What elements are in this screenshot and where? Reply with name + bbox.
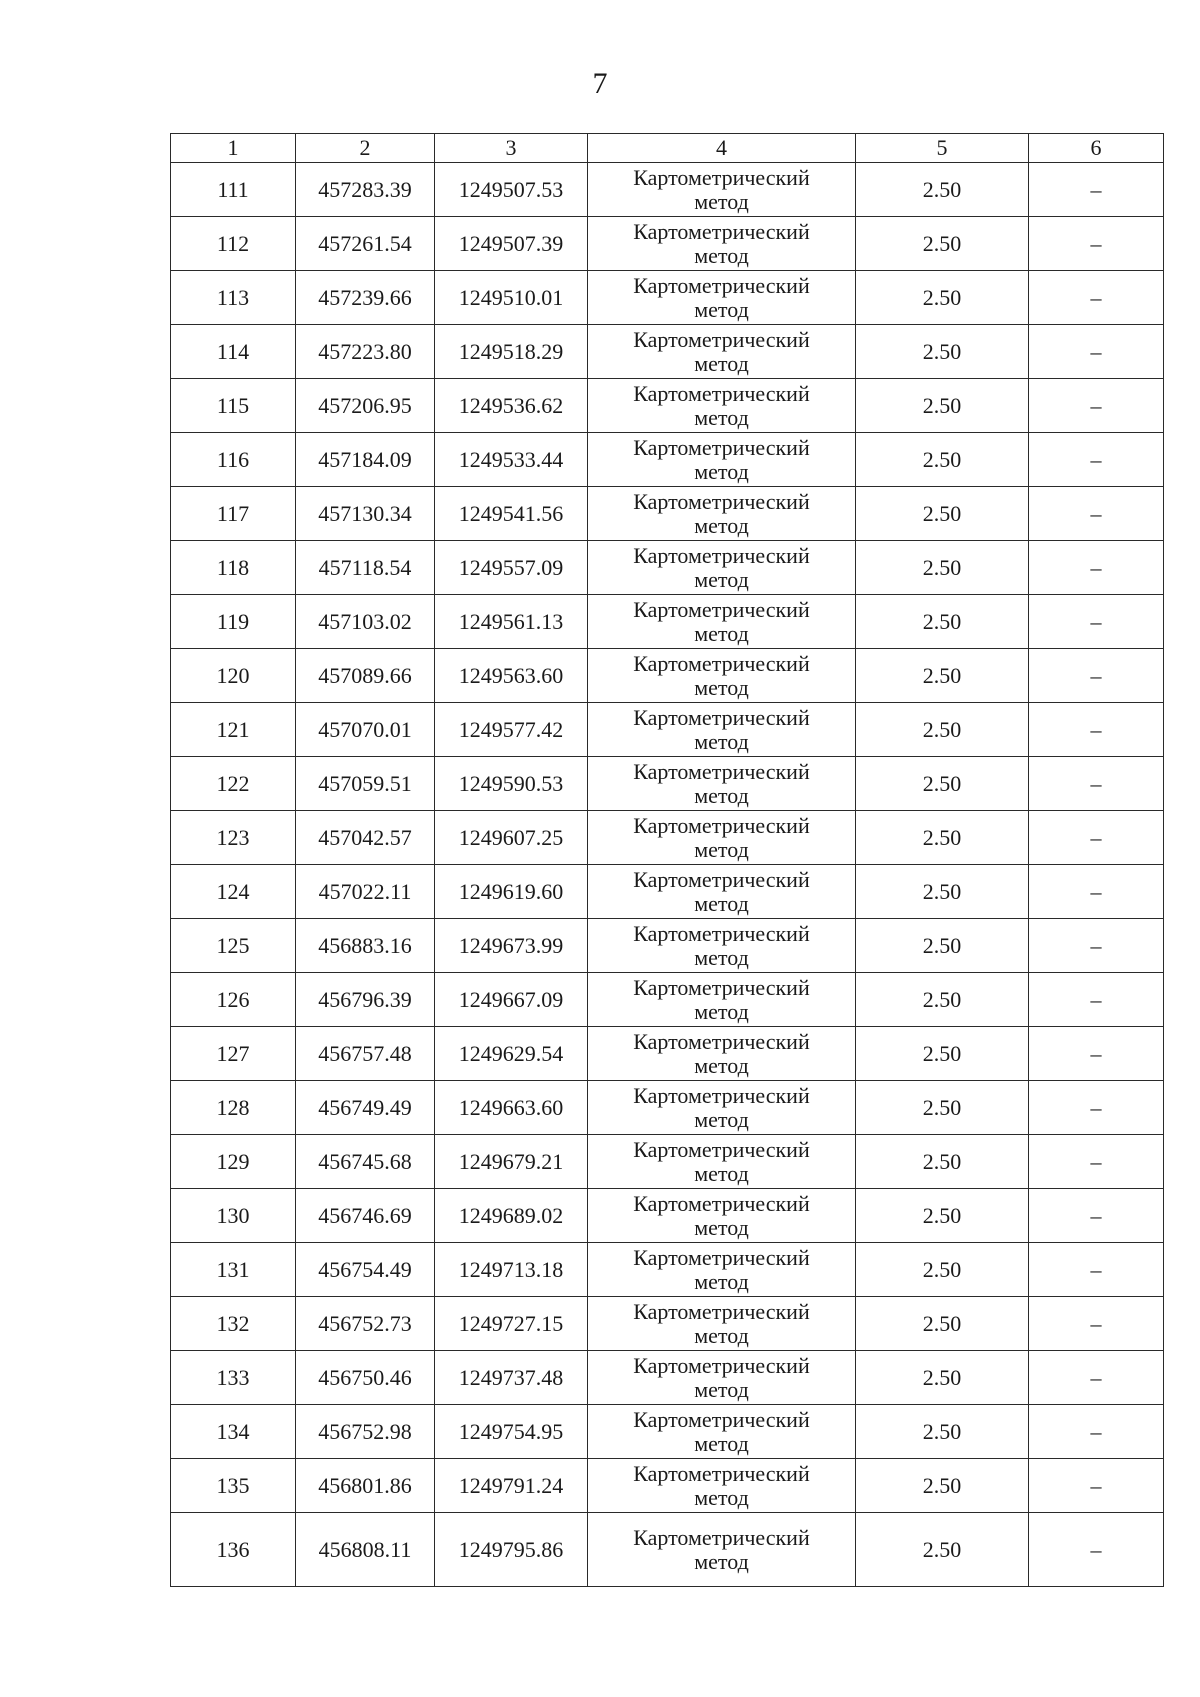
y-coordinate-cell: 1249713.18 [435, 1243, 588, 1297]
method-cell [588, 973, 856, 1027]
accuracy-cell: 2.50 [856, 379, 1029, 433]
method-line-1: Картометрический [633, 1460, 810, 1486]
note-cell: – [1029, 1027, 1164, 1081]
method-line-1: Картометрический [633, 1244, 810, 1270]
x-coordinate-cell: 456750.46 [296, 1351, 435, 1405]
method-line-1: Картометрический [633, 1406, 810, 1432]
method-line-2: метод [694, 458, 749, 484]
point-number-cell: 119 [171, 595, 296, 649]
method-line-2: метод [694, 782, 749, 808]
table-row [171, 595, 1164, 649]
x-coordinate-cell: 457103.02 [296, 595, 435, 649]
accuracy-cell: 2.50 [856, 1027, 1029, 1081]
method-line-2: метод [694, 404, 749, 430]
table-row [171, 487, 1164, 541]
method-line-2: метод [694, 890, 749, 916]
x-coordinate-cell: 456808.11 [296, 1513, 435, 1587]
method-cell [588, 1405, 856, 1459]
point-number-cell: 127 [171, 1027, 296, 1081]
point-number-cell: 125 [171, 919, 296, 973]
x-coordinate-cell: 457022.11 [296, 865, 435, 919]
note-cell: – [1029, 487, 1164, 541]
accuracy-cell: 2.50 [856, 541, 1029, 595]
method-line-1: Картометрический [633, 1190, 810, 1216]
method-line-1: Картометрический [633, 596, 810, 622]
accuracy-cell: 2.50 [856, 271, 1029, 325]
y-coordinate-cell: 1249629.54 [435, 1027, 588, 1081]
note-cell: – [1029, 811, 1164, 865]
table-row [171, 649, 1164, 703]
note-cell: – [1029, 649, 1164, 703]
method-cell [588, 757, 856, 811]
method-line-1: Картометрический [633, 704, 810, 730]
note-cell: – [1029, 433, 1164, 487]
method-cell [588, 163, 856, 217]
method-line-1: Картометрический [633, 1082, 810, 1108]
accuracy-cell: 2.50 [856, 595, 1029, 649]
method-cell [588, 379, 856, 433]
method-line-1: Картометрический [633, 164, 810, 190]
note-cell: – [1029, 163, 1164, 217]
method-line-1: Картометрический [633, 1136, 810, 1162]
method-line-2: метод [694, 674, 749, 700]
point-number-cell: 135 [171, 1459, 296, 1513]
y-coordinate-cell: 1249667.09 [435, 973, 588, 1027]
accuracy-cell: 2.50 [856, 1081, 1029, 1135]
table-row [171, 919, 1164, 973]
x-coordinate-cell: 457059.51 [296, 757, 435, 811]
method-cell [588, 217, 856, 271]
table-row [171, 1135, 1164, 1189]
method-cell [588, 271, 856, 325]
method-cell [588, 703, 856, 757]
header-cell-1: 1 [171, 134, 296, 163]
accuracy-cell: 2.50 [856, 1459, 1029, 1513]
accuracy-cell: 2.50 [856, 325, 1029, 379]
note-cell: – [1029, 271, 1164, 325]
point-number-cell: 132 [171, 1297, 296, 1351]
point-number-cell: 116 [171, 433, 296, 487]
method-cell [588, 1243, 856, 1297]
table-row [171, 163, 1164, 217]
method-line-2: метод [694, 242, 749, 268]
point-number-cell: 128 [171, 1081, 296, 1135]
y-coordinate-cell: 1249557.09 [435, 541, 588, 595]
x-coordinate-cell: 456752.73 [296, 1297, 435, 1351]
point-number-cell: 123 [171, 811, 296, 865]
header-row [171, 134, 1164, 163]
method-line-1: Картометрический [633, 866, 810, 892]
table-row [171, 541, 1164, 595]
table-row [171, 379, 1164, 433]
table-row [171, 1189, 1164, 1243]
header-cell-3: 3 [435, 134, 588, 163]
note-cell: – [1029, 1459, 1164, 1513]
y-coordinate-cell: 1249791.24 [435, 1459, 588, 1513]
point-number-cell: 130 [171, 1189, 296, 1243]
x-coordinate-cell: 456749.49 [296, 1081, 435, 1135]
x-coordinate-cell: 456754.49 [296, 1243, 435, 1297]
header-cell-6: 6 [1029, 134, 1164, 163]
table-row [171, 1027, 1164, 1081]
y-coordinate-cell: 1249561.13 [435, 595, 588, 649]
method-cell [588, 1135, 856, 1189]
method-cell [588, 919, 856, 973]
method-line-2: метод [694, 1376, 749, 1402]
method-line-1: Картометрический [633, 542, 810, 568]
table-row [171, 811, 1164, 865]
x-coordinate-cell: 456801.86 [296, 1459, 435, 1513]
note-cell: – [1029, 1513, 1164, 1587]
x-coordinate-cell: 456745.68 [296, 1135, 435, 1189]
method-line-2: метод [694, 1214, 749, 1240]
note-cell: – [1029, 865, 1164, 919]
header-cell-2: 2 [296, 134, 435, 163]
y-coordinate-cell: 1249518.29 [435, 325, 588, 379]
y-coordinate-cell: 1249541.56 [435, 487, 588, 541]
method-line-2: метод [694, 1106, 749, 1132]
x-coordinate-cell: 457089.66 [296, 649, 435, 703]
accuracy-cell: 2.50 [856, 1189, 1029, 1243]
y-coordinate-cell: 1249507.39 [435, 217, 588, 271]
note-cell: – [1029, 757, 1164, 811]
accuracy-cell: 2.50 [856, 1405, 1029, 1459]
method-line-1: Картометрический [633, 1352, 810, 1378]
x-coordinate-cell: 457283.39 [296, 163, 435, 217]
table-row [171, 325, 1164, 379]
table-row [171, 433, 1164, 487]
method-line-1: Картометрический [633, 1524, 810, 1550]
method-line-2: метод [694, 728, 749, 754]
y-coordinate-cell: 1249510.01 [435, 271, 588, 325]
coordinates-table [170, 133, 1164, 1587]
accuracy-cell: 2.50 [856, 163, 1029, 217]
y-coordinate-cell: 1249727.15 [435, 1297, 588, 1351]
note-cell: – [1029, 703, 1164, 757]
y-coordinate-cell: 1249689.02 [435, 1189, 588, 1243]
point-number-cell: 121 [171, 703, 296, 757]
method-line-1: Картометрический [633, 758, 810, 784]
method-line-2: метод [694, 944, 749, 970]
method-cell [588, 1513, 856, 1587]
accuracy-cell: 2.50 [856, 217, 1029, 271]
point-number-cell: 112 [171, 217, 296, 271]
method-cell [588, 433, 856, 487]
point-number-cell: 136 [171, 1513, 296, 1587]
method-cell [588, 541, 856, 595]
table-row [171, 1297, 1164, 1351]
method-line-2: метод [694, 1052, 749, 1078]
method-cell [588, 325, 856, 379]
method-cell [588, 487, 856, 541]
method-line-1: Картометрический [633, 326, 810, 352]
method-line-1: Картометрический [633, 1028, 810, 1054]
accuracy-cell: 2.50 [856, 973, 1029, 1027]
y-coordinate-cell: 1249607.25 [435, 811, 588, 865]
accuracy-cell: 2.50 [856, 1297, 1029, 1351]
point-number-cell: 133 [171, 1351, 296, 1405]
x-coordinate-cell: 456796.39 [296, 973, 435, 1027]
x-coordinate-cell: 456752.98 [296, 1405, 435, 1459]
y-coordinate-cell: 1249590.53 [435, 757, 588, 811]
method-line-2: метод [694, 1548, 749, 1574]
note-cell: – [1029, 1189, 1164, 1243]
y-coordinate-cell: 1249754.95 [435, 1405, 588, 1459]
x-coordinate-cell: 457130.34 [296, 487, 435, 541]
note-cell: – [1029, 379, 1164, 433]
page-number: 7 [592, 67, 608, 100]
method-line-1: Картометрический [633, 974, 810, 1000]
accuracy-cell: 2.50 [856, 1351, 1029, 1405]
method-cell [588, 1297, 856, 1351]
point-number-cell: 118 [171, 541, 296, 595]
method-cell [588, 1081, 856, 1135]
note-cell: – [1029, 1351, 1164, 1405]
method-line-2: метод [694, 998, 749, 1024]
method-line-2: метод [694, 620, 749, 646]
accuracy-cell: 2.50 [856, 1513, 1029, 1587]
method-line-2: метод [694, 512, 749, 538]
method-line-1: Картометрический [633, 218, 810, 244]
method-line-2: метод [694, 188, 749, 214]
accuracy-cell: 2.50 [856, 703, 1029, 757]
method-cell [588, 1351, 856, 1405]
note-cell: – [1029, 541, 1164, 595]
table-body [171, 163, 1164, 1587]
x-coordinate-cell: 457184.09 [296, 433, 435, 487]
table-row [171, 973, 1164, 1027]
method-line-1: Картометрический [633, 272, 810, 298]
note-cell: – [1029, 1135, 1164, 1189]
point-number-cell: 113 [171, 271, 296, 325]
method-line-1: Картометрический [633, 650, 810, 676]
method-cell [588, 865, 856, 919]
method-line-1: Картометрический [633, 434, 810, 460]
point-number-cell: 126 [171, 973, 296, 1027]
table-row [171, 271, 1164, 325]
method-cell [588, 811, 856, 865]
method-line-1: Картометрический [633, 920, 810, 946]
x-coordinate-cell: 457206.95 [296, 379, 435, 433]
point-number-cell: 117 [171, 487, 296, 541]
point-number-cell: 122 [171, 757, 296, 811]
x-coordinate-cell: 457118.54 [296, 541, 435, 595]
method-cell [588, 1459, 856, 1513]
method-line-1: Картометрический [633, 380, 810, 406]
x-coordinate-cell: 456757.48 [296, 1027, 435, 1081]
y-coordinate-cell: 1249679.21 [435, 1135, 588, 1189]
x-coordinate-cell: 457223.80 [296, 325, 435, 379]
accuracy-cell: 2.50 [856, 1135, 1029, 1189]
note-cell: – [1029, 1081, 1164, 1135]
method-line-1: Картометрический [633, 812, 810, 838]
point-number-cell: 111 [171, 163, 296, 217]
y-coordinate-cell: 1249507.53 [435, 163, 588, 217]
method-line-2: метод [694, 1322, 749, 1348]
table-row [171, 1459, 1164, 1513]
note-cell: – [1029, 973, 1164, 1027]
method-line-2: метод [694, 296, 749, 322]
note-cell: – [1029, 1297, 1164, 1351]
y-coordinate-cell: 1249577.42 [435, 703, 588, 757]
method-line-2: метод [694, 1160, 749, 1186]
table-row [171, 1513, 1164, 1587]
method-cell [588, 595, 856, 649]
accuracy-cell: 2.50 [856, 649, 1029, 703]
y-coordinate-cell: 1249563.60 [435, 649, 588, 703]
point-number-cell: 129 [171, 1135, 296, 1189]
note-cell: – [1029, 1243, 1164, 1297]
x-coordinate-cell: 457042.57 [296, 811, 435, 865]
y-coordinate-cell: 1249795.86 [435, 1513, 588, 1587]
table-row [171, 757, 1164, 811]
x-coordinate-cell: 457239.66 [296, 271, 435, 325]
table-row [171, 217, 1164, 271]
method-line-2: метод [694, 350, 749, 376]
method-cell [588, 1189, 856, 1243]
x-coordinate-cell: 457070.01 [296, 703, 435, 757]
table-row [171, 1081, 1164, 1135]
table-row [171, 865, 1164, 919]
table-row [171, 1351, 1164, 1405]
point-number-cell: 120 [171, 649, 296, 703]
point-number-cell: 131 [171, 1243, 296, 1297]
method-line-2: метод [694, 1268, 749, 1294]
method-line-2: метод [694, 1484, 749, 1510]
point-number-cell: 124 [171, 865, 296, 919]
header-cell-5: 5 [856, 134, 1029, 163]
table-row [171, 1243, 1164, 1297]
note-cell: – [1029, 217, 1164, 271]
x-coordinate-cell: 456746.69 [296, 1189, 435, 1243]
y-coordinate-cell: 1249619.60 [435, 865, 588, 919]
method-cell [588, 1027, 856, 1081]
accuracy-cell: 2.50 [856, 811, 1029, 865]
y-coordinate-cell: 1249536.62 [435, 379, 588, 433]
y-coordinate-cell: 1249533.44 [435, 433, 588, 487]
x-coordinate-cell: 457261.54 [296, 217, 435, 271]
table-row [171, 1405, 1164, 1459]
y-coordinate-cell: 1249737.48 [435, 1351, 588, 1405]
accuracy-cell: 2.50 [856, 433, 1029, 487]
accuracy-cell: 2.50 [856, 757, 1029, 811]
x-coordinate-cell: 456883.16 [296, 919, 435, 973]
method-line-2: метод [694, 566, 749, 592]
accuracy-cell: 2.50 [856, 1243, 1029, 1297]
note-cell: – [1029, 325, 1164, 379]
accuracy-cell: 2.50 [856, 865, 1029, 919]
y-coordinate-cell: 1249663.60 [435, 1081, 588, 1135]
point-number-cell: 115 [171, 379, 296, 433]
method-cell [588, 649, 856, 703]
method-line-2: метод [694, 836, 749, 862]
header-cell-4: 4 [588, 134, 856, 163]
note-cell: – [1029, 1405, 1164, 1459]
y-coordinate-cell: 1249673.99 [435, 919, 588, 973]
method-line-1: Картометрический [633, 488, 810, 514]
note-cell: – [1029, 919, 1164, 973]
note-cell: – [1029, 595, 1164, 649]
point-number-cell: 114 [171, 325, 296, 379]
point-number-cell: 134 [171, 1405, 296, 1459]
method-line-2: метод [694, 1430, 749, 1456]
accuracy-cell: 2.50 [856, 919, 1029, 973]
table-row [171, 703, 1164, 757]
method-line-1: Картометрический [633, 1298, 810, 1324]
accuracy-cell: 2.50 [856, 487, 1029, 541]
